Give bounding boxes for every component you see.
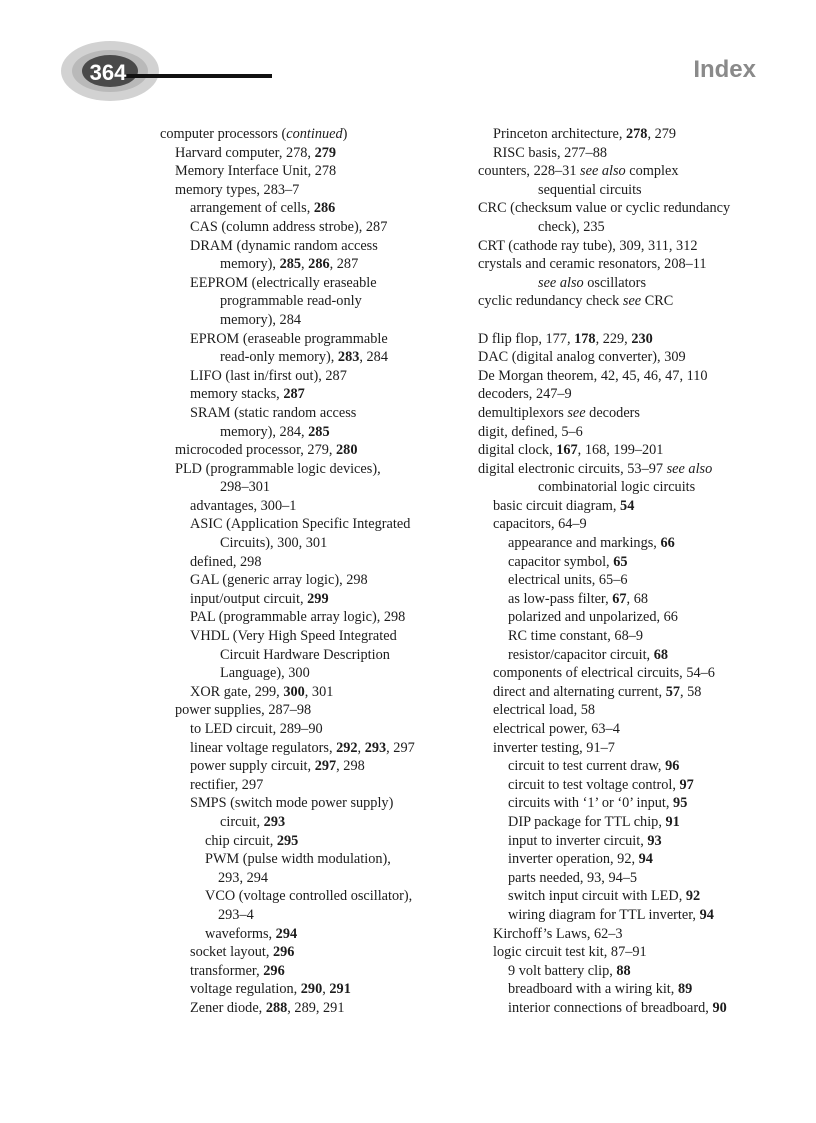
page-ref-bold: 66 [660,535,675,552]
page-ref-bold: 278 [625,126,648,142]
entry-text: RC time constant, 68–9 [508,628,644,645]
page-ref-bold: 89 [677,981,693,998]
entry-text: parts needed, 93, 94–5 [508,869,638,886]
entry-text: electrical units, 65–6 [508,572,628,589]
index-entry-continuation [160,534,460,553]
entry-text: input to inverter circuit, [508,832,648,849]
index-entry [478,237,768,256]
entry-text: linear voltage regulators, [190,739,337,756]
page-ref-bold: 287 [283,386,305,403]
entry-text: logic circuit test kit, 87–91 [493,944,647,961]
page-ref-bold: 95 [673,795,688,812]
page-ref-bold: 293 [263,813,286,830]
index-entry [160,776,460,795]
entry-text: defined, 298 [190,553,262,570]
page-ref-bold: 280 [336,442,358,459]
index-entry [160,887,460,906]
cross-ref-italic: see also [666,460,713,477]
entry-text: DAC (digital analog converter), 309 [478,349,686,366]
entry-text: , [322,981,330,998]
entry-text: complex [625,163,679,180]
index-entry [478,999,768,1018]
entry-text: memory types, 283–7 [175,181,300,198]
entry-text: , 229, [595,330,632,347]
index-entry [160,441,460,460]
index-entry [478,125,768,144]
entry-text: decoders, 247–9 [478,386,572,403]
index-entry-continuation [160,646,460,665]
index-entry-continuation [160,423,460,442]
index-entry [160,237,460,256]
cross-ref-italic: see also [580,163,626,180]
index-entry [160,460,460,479]
entry-text: inverter testing, 91–7 [493,739,615,756]
index-entry [478,385,768,404]
index-entry-continuation [160,906,460,925]
page-ref-bold: 167 [556,442,578,459]
index-entry [478,720,768,739]
page-ref-bold: 296 [272,944,295,961]
entry-text: , 287 [329,256,359,273]
entry-text: demultiplexors [478,404,568,421]
index-entry [160,274,460,293]
entry-text: 9 volt battery clip, [508,962,617,979]
index-entry [160,497,460,516]
page-ref-bold: 290 [300,981,323,998]
index-entry [160,218,460,237]
page-ref-bold: 297 [314,758,337,775]
entry-text: electrical load, 58 [493,702,596,719]
entry-text: Circuits), 300, 301 [220,535,328,552]
index-entry [160,627,460,646]
index-entry [160,720,460,739]
index-entry [478,571,768,590]
index-entry [478,943,768,962]
index-entry [478,292,768,311]
entry-text: chip circuit, [205,832,277,849]
index-entry [160,683,460,702]
entry-text: XOR gate, 299, [190,683,284,700]
page-ref-bold: 94 [638,851,653,868]
entry-text: circuit to test voltage control, [508,776,680,793]
entry-text: , 298 [336,758,365,775]
entry-text: , 279 [647,126,677,142]
page-ref-bold: 178 [574,330,596,347]
index-entry [478,757,768,776]
index-entry-continuation [478,274,768,293]
entry-text: 298–301 [220,479,271,496]
page-ref-bold: 296 [263,962,285,979]
entry-text: SRAM (static random access [190,404,357,421]
index-entry [160,608,460,627]
entry-text: microcoded processor, 279, [175,442,337,459]
entry-text: capacitor symbol, [508,553,614,570]
header-rule [124,74,272,78]
entry-text: PLD (programmable logic devices), [175,460,381,477]
index-letter-gap [478,311,768,330]
entry-text: 293–4 [218,906,254,923]
entry-text: switch input circuit with LED, [508,888,686,905]
entry-text: voltage regulation, [190,981,301,998]
index-entry [160,515,460,534]
entry-text: sequential circuits [538,181,642,198]
entry-text: memory), 284, [220,423,309,440]
index-entry [160,162,460,181]
entry-text: wiring diagram for TTL inverter, [508,906,700,923]
index-entry [478,515,768,534]
entry-text: DRAM (dynamic random access [190,237,378,254]
index-entry [478,497,768,516]
cross-ref-italic: see also [538,274,584,291]
index-entry-continuation [160,311,460,330]
index-entry [160,925,460,944]
index-entry [478,962,768,981]
section-title: Index [693,56,756,83]
entry-text: PWM (pulse width modulation), [205,851,391,868]
entry-text: socket layout, [190,944,273,961]
index-entry [160,980,460,999]
index-entry [478,348,768,367]
entry-text: memory), 284 [220,311,301,328]
index-entry-continuation [160,348,460,367]
entry-text: advantages, 300–1 [190,497,297,514]
entry-text: appearance and markings, [508,535,661,552]
index-entry [160,999,460,1018]
page-ref-bold: 57 [665,683,680,700]
entry-text: EEPROM (electrically eraseable [190,274,377,291]
entry-text: resistor/capacitor circuit, [508,646,654,663]
index-entry [160,553,460,572]
entry-text: check), 235 [538,218,605,235]
entry-text: CRT (cathode ray tube), 309, 311, 312 [478,237,698,254]
index-column-right [478,125,768,1018]
entry-text: memory), [220,256,280,273]
entry-text: , 168, 199–201 [577,442,664,459]
page-ref-bold: 295 [276,832,299,849]
entry-text: CAS (column address strobe), 287 [190,218,388,235]
entry-text: Kirchoff’s Laws, 62–3 [493,925,623,942]
entry-text: LIFO (last in/first out), 287 [190,367,347,384]
entry-text: memory stacks, [190,386,284,403]
page-ref-bold: 94 [699,906,714,923]
index-column-left [160,125,460,1018]
index-entry [160,739,460,758]
index-entry [160,199,460,218]
index-entry-continuation [160,478,460,497]
page-ref-bold: 92 [685,888,701,905]
entry-text: Circuit Hardware Description [220,646,390,663]
page-ref-bold: 288 [265,999,288,1016]
index-entry [160,850,460,869]
page-ref-bold: 96 [665,758,680,775]
entry-text: programmable read-only [220,293,362,310]
index-entry [478,255,768,274]
entry-text: power supply circuit, [190,758,315,775]
entry-text: , 301 [304,683,334,700]
index-entry [478,627,768,646]
page-ref-bold: 291 [329,981,351,998]
entry-text: combinatorial logic circuits [538,479,696,496]
page-ref-bold: 292 [336,739,358,756]
entry-text: , 68 [626,590,648,607]
index-entry [478,794,768,813]
page-ref-bold: 97 [679,776,694,793]
entry-text: decoders [585,404,640,421]
page-ref-bold: 300 [283,683,305,700]
cross-ref-italic: see [622,293,642,310]
entry-text: RISC basis, 277–88 [493,144,607,161]
index-entry [160,832,460,851]
page-header [0,0,816,120]
index-entry [478,423,768,442]
entry-text: counters, 228–31 [478,163,581,180]
entry-text: to LED circuit, 289–90 [190,721,323,737]
entry-text: digital clock, [478,442,557,459]
page-ref-bold: 294 [275,925,298,942]
index-entry-continuation [478,478,768,497]
entry-text: 293, 294 [218,869,269,886]
entry-text: input/output circuit, [190,590,308,607]
entry-text: transformer, [190,962,264,979]
page-ref-bold: 88 [616,962,631,979]
index-entry [478,404,768,423]
entry-text: circuit, [220,813,264,830]
entry-text: VCO (voltage controlled oscillator), [205,888,413,905]
entry-text: power supplies, 287–98 [175,702,312,719]
cross-ref-italic: see [567,404,586,421]
index-entry-continuation [160,664,460,683]
index-entry [160,181,460,200]
page-ref-bold: 283 [337,349,360,366]
page-number: 364 [89,60,127,85]
index-entry [160,404,460,423]
entry-text: arrangement of cells, [190,200,314,217]
entry-text: ASIC (Application Specific Integrated [190,516,411,533]
entry-text: read-only memory), [220,349,338,366]
entry-text: , 297 [386,739,415,756]
index-entry [478,460,768,479]
index-entry [478,850,768,869]
page-ref-bold: 93 [647,832,662,849]
page-ref-bold: 286 [313,200,336,217]
index-entry-continuation [478,218,768,237]
page-ref-bold: 299 [307,590,329,607]
entry-text: Zener diode, [190,999,266,1016]
index-entry [160,943,460,962]
index-entry [160,125,460,144]
index-entry [478,832,768,851]
index-entry [478,608,768,627]
page-ref-bold: 293 [364,739,387,756]
index-entry [478,534,768,553]
entry-text: Princeton architecture, [493,126,626,142]
entry-text: basic circuit diagram, [493,497,621,514]
index-entry [160,385,460,404]
index-entry [160,757,460,776]
entry-text: PAL (programmable array logic), 298 [190,609,406,626]
index-entry-continuation [160,869,460,888]
index-entry [478,925,768,944]
index-entry [478,330,768,349]
cross-ref-italic: continued [286,126,343,142]
entry-text: , [357,739,365,756]
index-entry [478,887,768,906]
entry-text: De Morgan theorem, 42, 45, 46, 47, 110 [478,367,708,384]
entry-text: , 289, 291 [287,999,345,1016]
entry-text: Memory Interface Unit, 278 [175,163,337,180]
entry-text: CRC [641,293,674,310]
page-ref-bold: 285 [279,256,302,273]
entry-text: capacitors, 64–9 [493,516,587,533]
page-ref-bold: 230 [631,330,653,347]
entry-text: components of electrical circuits, 54–6 [493,665,715,682]
index-entry [478,199,768,218]
index-entry [478,646,768,665]
entry-text: , 58 [679,683,702,700]
entry-text: interior connections of breadboard, [508,999,713,1016]
entry-text: digit, defined, 5–6 [478,423,583,440]
entry-text: cyclic redundancy check [478,293,623,310]
index-entry [160,962,460,981]
index-entry [160,144,460,163]
index-entry [160,794,460,813]
entry-text: , [301,256,309,273]
entry-text: digital electronic circuits, 53–97 [478,460,667,477]
entry-text: ) [342,126,348,142]
index-entry [160,571,460,590]
entry-text: circuit to test current draw, [508,758,666,775]
index-entry [478,906,768,925]
page-ref-bold: 286 [308,256,330,273]
index-entry [160,590,460,609]
page-ref-bold: 65 [613,553,628,570]
index-entry [478,813,768,832]
index-entry [478,367,768,386]
entry-text: direct and alternating current, [493,683,666,700]
index-entry [478,553,768,572]
index-entry [160,367,460,386]
entry-text: rectifier, 297 [190,776,264,793]
entry-text: circuits with ‘1’ or ‘0’ input, [508,795,674,812]
entry-text: EPROM (eraseable programmable [190,330,388,347]
entry-text: SMPS (switch mode power supply) [190,795,394,812]
page-ref-bold: 91 [665,813,680,830]
entry-text: Language), 300 [220,665,310,682]
entry-text: as low-pass filter, [508,590,613,607]
page-ref-bold: 90 [712,999,727,1016]
index-entry [478,441,768,460]
index-entry [478,590,768,609]
entry-text: D flip flop, 177, [478,330,575,347]
page-ref-bold: 285 [308,423,330,440]
page-ref-bold: 54 [620,497,635,514]
entry-text: DIP package for TTL chip, [508,813,666,830]
index-entry [478,683,768,702]
entry-text: , 284 [359,349,388,366]
page-ref-bold: 67 [612,590,627,607]
entry-text: inverter operation, 92, [508,851,639,868]
index-entry [160,701,460,720]
index-entry [478,739,768,758]
entry-text: crystals and ceramic resonators, 208–11 [478,256,707,273]
entry-text: waveforms, [205,925,276,942]
entry-text: CRC (checksum value or cyclic redundancy [478,200,731,217]
index-entry [478,701,768,720]
entry-text: GAL (generic array logic), 298 [190,572,368,589]
entry-text: electrical power, 63–4 [493,721,620,737]
page-ref-bold: 279 [314,144,337,161]
index-entry [478,980,768,999]
index-entry-continuation [478,181,768,200]
entry-text: Harvard computer, 278, [175,144,315,161]
index-entry-continuation [160,813,460,832]
entry-text: polarized and unpolarized, 66 [508,609,678,626]
index-entry [478,869,768,888]
entry-text: breadboard with a wiring kit, [508,981,678,998]
page-ref-bold: 68 [653,646,668,663]
index-entry-continuation [160,255,460,274]
index-entry [478,776,768,795]
index-entry-continuation [160,292,460,311]
entry-text: VHDL (Very High Speed Integrated [190,628,397,645]
index-entry [478,144,768,163]
entry-text: oscillators [583,274,647,291]
index-entry [478,664,768,683]
index-entry [478,162,768,181]
entry-text: computer processors ( [160,126,287,142]
index-entry [160,330,460,349]
